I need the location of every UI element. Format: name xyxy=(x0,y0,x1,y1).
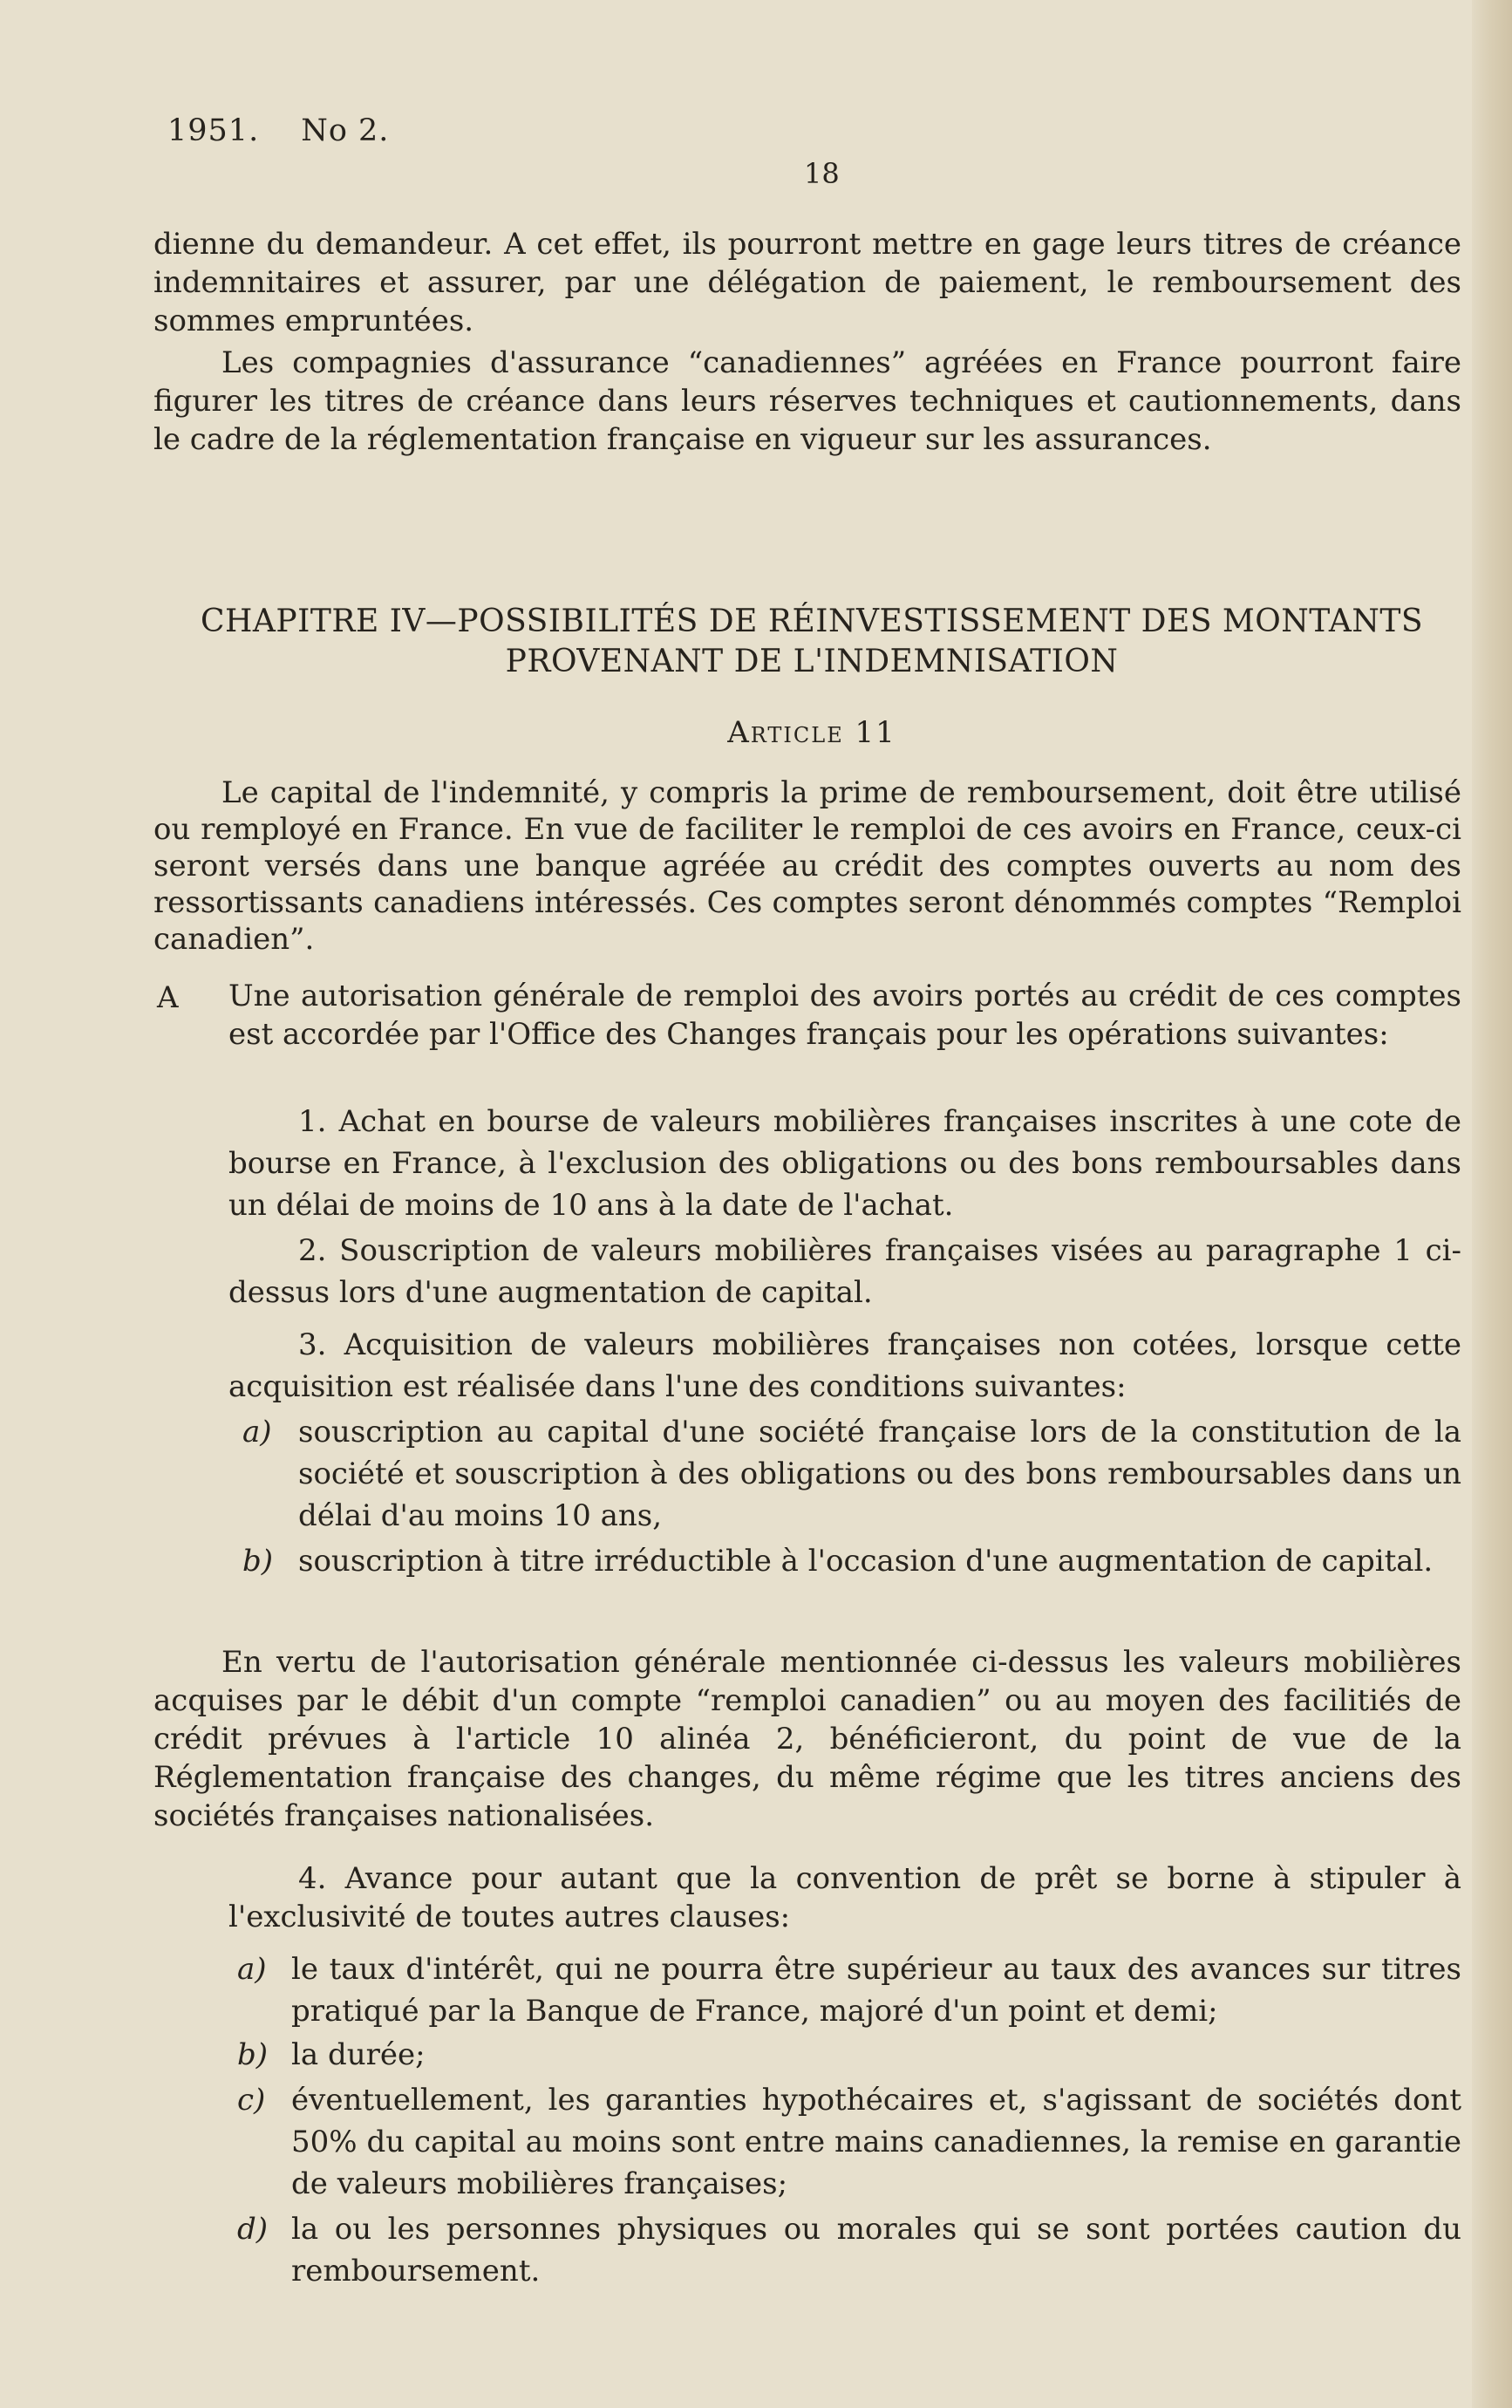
section-a-text: Une autorisation générale de remploi des avoirs portés au crédit de ces comptes est accordée par l'Office des Changes français pour les opérations suivantes: xyxy=(228,979,1461,1052)
header-year: 1951. xyxy=(167,113,260,148)
item-4a-label: a) xyxy=(237,1952,267,1987)
item-3a-label: a) xyxy=(242,1415,272,1450)
section-a-label: A xyxy=(157,980,179,1015)
item-4a-text: le taux d'intérêt, qui ne pourra être supérieur au taux des avances sur titres pratiqué par la Banque de France, majoré d'un point et demi; xyxy=(291,1952,1461,2029)
paragraph-article-11: Le capital de l'indemnité, y compris la prime de remboursement, doit être utilisé ou remployé en France. En vue de faciliter le remploi de ces avoirs en France, ceux-ci seront versés dans une banque agréée au crédit des comptes ouverts au nom des ressortissants canadiens intéressés. Ces comptes seront dénommés comptes “Remploi canadien”. xyxy=(153,775,1461,957)
item-4: 4. Avance pour autant que la convention de prêt se borne à stipuler à l'exclusivité de toutes autres clauses: xyxy=(228,1861,1461,1934)
article-title: Article 11 xyxy=(727,715,896,750)
item-3b-label: b) xyxy=(242,1544,274,1579)
paragraph-authorization: En vertu de l'autorisation générale mentionnée ci-dessus les valeurs mobilières acquises par le débit d'un compte “remploi canadien” ou au moyen des facilitiés de crédit prévues à l'article 10 alinéa 2, bénéficieront, du point de vue de la Réglementation française des changes, du même régime que les titres anciens des sociétés françaises nationalisées. xyxy=(153,1645,1461,1833)
header-year-number xyxy=(167,113,389,148)
item-3a-text: souscription au capital d'une société française lors de la constitution de la société et souscription à des obligations ou des bons remboursables dans un délai d'au moins 10 ans, xyxy=(298,1415,1461,1533)
item-3b-text: souscription à titre irréductible à l'occasion d'une augmentation de capital. xyxy=(298,1544,1434,1579)
chapter-heading xyxy=(153,602,1470,682)
header-number: No 2. xyxy=(301,113,390,148)
item-2: 2. Souscription de valeurs mobilières françaises visées au paragraphe 1 ci-dessus lors d'une augmentation de capital. xyxy=(228,1233,1461,1310)
item-4d-text: la ou les personnes physiques ou morales qui se sont portées caution du remboursement. xyxy=(291,2212,1461,2289)
chapter-heading-line2: PROVENANT DE L'INDEMNISATION xyxy=(505,644,1119,679)
item-4c-label: c) xyxy=(237,2083,266,2118)
item-1: 1. Achat en bourse de valeurs mobilières françaises inscrites à une cote de bourse en France, à l'exclusion des obligations ou des bons remboursables dans un délai de moins de 10 ans à la date de l'achat. xyxy=(228,1104,1461,1223)
page-gutter-shadow xyxy=(1472,0,1512,2408)
item-4b-label: b) xyxy=(237,2037,269,2072)
chapter-heading-line1: CHAPITRE IV—POSSIBILITÉS DE RÉINVESTISSEMENT DES MONTANTS xyxy=(200,604,1424,639)
item-4d-label: d) xyxy=(237,2212,269,2247)
paragraph-insurance: Les compagnies d'assurance “canadiennes” agréées en France pourront faire figurer les titres de créance dans leurs réserves techniques et cautionnements, dans le cadre de la réglementation française en vigueur sur les assurances. xyxy=(153,345,1461,457)
item-4c-text: éventuellement, les garanties hypothécaires et, s'agissant de sociétés dont 50% du capital au moins sont entre mains canadiennes, la remise en garantie de valeurs mobilières françaises; xyxy=(291,2083,1461,2201)
item-4b-text: la durée; xyxy=(291,2037,426,2072)
paragraph-continuation: dienne du demandeur. A cet effet, ils pourront mettre en gage leurs titres de créance indemnitaires et assurer, par une délégation de paiement, le remboursement des sommes empruntées. xyxy=(153,227,1461,338)
page-number: 18 xyxy=(804,157,840,190)
item-3: 3. Acquisition de valeurs mobilières françaises non cotées, lorsque cette acquisition est réalisée dans l'une des conditions suivantes: xyxy=(228,1327,1461,1404)
